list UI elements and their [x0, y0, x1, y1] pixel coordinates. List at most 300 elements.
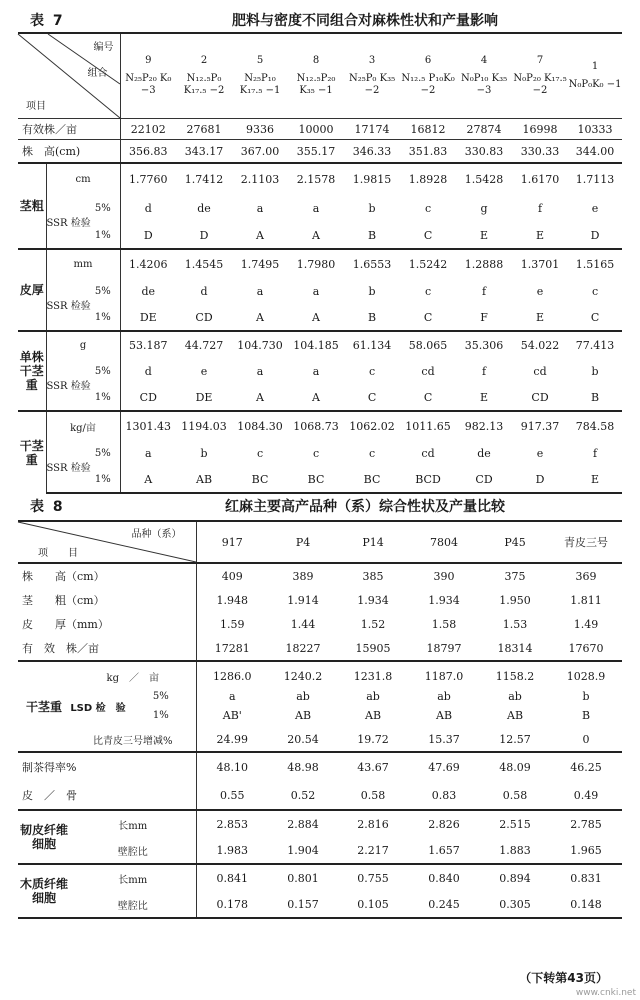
- table-cell: AB: [176, 466, 232, 493]
- table7-column-header: [288, 33, 344, 119]
- table-cell: 982.13: [456, 411, 512, 440]
- ssr-label: SSR 检验: [46, 217, 91, 229]
- table8-row: [18, 563, 622, 588]
- table-cell: BCD: [400, 466, 456, 493]
- table-cell: 1.883: [499, 843, 531, 857]
- table-cell: AB: [436, 708, 453, 722]
- column-number: 1: [591, 61, 599, 72]
- table-cell: a: [229, 690, 236, 703]
- table-cell: a: [256, 201, 264, 215]
- table-cell: 27681: [176, 119, 232, 140]
- column-variety: P14: [338, 521, 408, 563]
- ratio-label: 壁腔比: [70, 891, 196, 918]
- table-cell: BC: [232, 466, 288, 493]
- table-cell: 16998: [512, 119, 568, 140]
- table-cell: 2.816: [338, 810, 408, 837]
- table-cell: 2.217: [357, 843, 389, 857]
- group-label: 韧皮纤维细胞: [18, 810, 70, 864]
- table-cell: A: [256, 228, 264, 242]
- column-variety: P45: [480, 521, 550, 563]
- table-cell: 1062.02: [344, 411, 400, 440]
- table-cell: 0.840: [408, 864, 480, 891]
- table-cell: E: [480, 228, 489, 242]
- group-label: 木质纤维细胞: [18, 864, 70, 918]
- table-cell: 1.52: [360, 617, 386, 631]
- unit-label: g: [46, 331, 120, 358]
- table8-row-bark_bone: [18, 781, 622, 810]
- table7-row-dry_bark_yield-p1: [18, 466, 622, 493]
- table-cell: de: [477, 446, 491, 460]
- table-cell: a: [312, 284, 320, 298]
- p1-label: 1%: [126, 703, 196, 727]
- table8-corner: [18, 521, 196, 563]
- row-label: 株 高(cm): [18, 140, 120, 164]
- table8-title: 红麻主要高产品种（系）综合性状及产量比较: [225, 499, 505, 515]
- table7-row-bark_thickness-p5: [18, 278, 622, 304]
- p1-label: 1%: [86, 384, 120, 411]
- table8-number: 表 8: [30, 499, 65, 515]
- table-cell: f: [481, 284, 487, 298]
- table-cell: b: [368, 284, 376, 298]
- table8: [18, 520, 622, 919]
- table-cell: BC: [344, 466, 400, 493]
- p5-label: 5%: [86, 440, 120, 466]
- group-label: 茎粗: [18, 163, 46, 249]
- table-cell: 2.515: [480, 810, 550, 837]
- table-cell: B: [590, 390, 600, 404]
- table-cell: 0.52: [290, 788, 316, 802]
- table-cell: E: [480, 390, 489, 404]
- table-cell: a: [312, 201, 320, 215]
- table7-row-bark_thickness-p1: [18, 304, 622, 331]
- column-code: N₂₅P₁₀ K₁₇.₅ −1: [239, 73, 281, 96]
- table-cell: 344.00: [568, 140, 622, 164]
- column-number: 4: [480, 55, 488, 66]
- table-cell: b: [591, 364, 599, 378]
- row-label: 皮 ／ 骨: [18, 781, 196, 810]
- table-cell: 46.25: [550, 752, 622, 781]
- table-cell: ab: [296, 690, 310, 703]
- column-code: N₀P₀K₀ −1: [568, 79, 622, 90]
- table-cell: 1.58: [431, 617, 457, 631]
- table8-row-increase: [18, 727, 622, 752]
- table-cell: 330.83: [456, 140, 512, 164]
- table-cell: 0.58: [502, 788, 528, 802]
- table-cell: b: [582, 690, 590, 703]
- table-cell: 0.49: [573, 788, 599, 802]
- table-cell: B: [367, 310, 377, 324]
- table-cell: AB': [222, 708, 242, 722]
- table-cell: 369: [550, 563, 622, 588]
- p5-label: 5%: [86, 194, 120, 222]
- table-cell: 1.934: [428, 593, 460, 607]
- table-cell: 17281: [214, 641, 250, 655]
- column-number: 5: [256, 55, 264, 66]
- table-cell: a: [256, 364, 264, 378]
- column-variety: 7804: [408, 521, 480, 563]
- group-label: 干茎重: [18, 661, 70, 752]
- table-cell: 1.6553: [344, 249, 400, 278]
- table-cell: 35.306: [456, 331, 512, 358]
- table-cell: E: [536, 228, 545, 242]
- table-cell: 1.5165: [568, 249, 622, 278]
- p5-label: 5%: [86, 278, 120, 304]
- table-cell: DE: [139, 310, 157, 324]
- table-cell: 1.5242: [400, 249, 456, 278]
- table-cell: 48.10: [196, 752, 268, 781]
- column-variety: 青皮三号: [550, 521, 622, 563]
- table-cell: A: [312, 228, 320, 242]
- ssr-label: SSR 检验: [46, 300, 91, 312]
- column-code: N₁₂.₅ P₁₀K₀ −2: [401, 73, 455, 96]
- table-cell: CD: [456, 466, 512, 493]
- table8-row-dry-bark: [18, 661, 622, 690]
- table-cell: a: [145, 446, 152, 460]
- table-cell: 375: [480, 563, 550, 588]
- table7-row-stem_diameter-p5: [18, 194, 622, 222]
- table-cell: 1.2888: [456, 249, 512, 278]
- length-label: 长mm: [70, 864, 196, 891]
- table-cell: 1.983: [216, 843, 249, 857]
- table-cell: BC: [288, 466, 344, 493]
- table-cell: AB: [295, 708, 312, 722]
- table-cell: 10333: [568, 119, 622, 140]
- table-cell: AB: [365, 708, 382, 722]
- table-cell: C: [367, 390, 377, 404]
- column-number: 3: [368, 55, 376, 66]
- table-cell: 351.83: [400, 140, 456, 164]
- table-cell: 0.55: [220, 788, 245, 802]
- table8-row-dry-bark-p5: [18, 690, 622, 703]
- table-cell: 355.17: [288, 140, 344, 164]
- table-cell: 1194.03: [176, 411, 232, 440]
- table-cell: de: [197, 201, 211, 215]
- ssr-label: SSR 检验: [46, 440, 86, 493]
- table7-column-header: [120, 33, 176, 119]
- table-cell: 20.54: [287, 732, 319, 746]
- table-cell: a: [256, 284, 264, 298]
- table-cell: 343.17: [176, 140, 232, 164]
- table-cell: 0.894: [480, 864, 550, 891]
- continued-note: （下转第43页）: [519, 971, 608, 985]
- table-cell: 385: [338, 563, 408, 588]
- table-cell: 0.841: [196, 864, 268, 891]
- table-cell: 18797: [426, 641, 462, 655]
- table-cell: 1.49: [573, 617, 599, 631]
- table-cell: 0: [582, 732, 590, 746]
- group-label: 单株干茎重: [18, 331, 46, 411]
- table-cell: e: [536, 446, 544, 460]
- unit-label: mm: [46, 249, 120, 278]
- corner-label-variety: 品种（系）: [131, 529, 182, 540]
- table7-row-bark_thickness: [18, 249, 622, 278]
- table-cell: 1231.8: [338, 661, 408, 690]
- row-label: 制茶得率%: [18, 752, 196, 781]
- table7-column-header: [512, 33, 568, 119]
- table-cell: 22102: [120, 119, 176, 140]
- table-cell: 104.730: [232, 331, 288, 358]
- table-cell: A: [256, 390, 264, 404]
- table-cell: 47.69: [408, 752, 480, 781]
- table-cell: 0.831: [550, 864, 622, 891]
- table-cell: E: [536, 310, 545, 324]
- table7-column-header: [344, 33, 400, 119]
- table7-column-header: [232, 33, 288, 119]
- table-cell: 1.914: [287, 593, 319, 607]
- table-cell: 0.801: [268, 864, 338, 891]
- table-cell: b: [368, 201, 376, 215]
- group-label: 皮厚: [18, 249, 46, 331]
- table-cell: 104.185: [288, 331, 344, 358]
- column-code: N₁₂.₅P₀ K₁₇.₅ −2: [183, 73, 225, 96]
- length-label: 长mm: [70, 810, 196, 837]
- table-cell: 1.965: [570, 843, 602, 857]
- table-cell: 1301.43: [120, 411, 176, 440]
- column-code: N₁₂.₅P₂₀ K₃₅ −1: [296, 73, 336, 96]
- table-cell: E: [568, 466, 622, 493]
- table8-row: [18, 588, 622, 612]
- table7-row-plant_height: [18, 140, 622, 164]
- table-cell: C: [423, 228, 433, 242]
- unit-label: kg/亩: [46, 411, 120, 440]
- table-cell: 1.7113: [568, 163, 622, 194]
- table-cell: 1.6170: [512, 163, 568, 194]
- column-code: N₀P₂₀ K₁₇.₅ −2: [513, 73, 567, 96]
- table-cell: D: [512, 466, 568, 493]
- table-cell: c: [368, 364, 376, 378]
- group-label: 干茎重: [18, 411, 46, 493]
- table7-row-single_dry_bark-p5: [18, 358, 622, 384]
- table-cell: D: [143, 228, 153, 242]
- table8-row-bast_fiber-length: [18, 810, 622, 837]
- table-cell: 48.98: [268, 752, 338, 781]
- table7-row-single_dry_bark-p1: [18, 384, 622, 411]
- table-cell: 330.33: [512, 140, 568, 164]
- table-cell: c: [256, 446, 264, 460]
- table-cell: 43.67: [338, 752, 408, 781]
- table8-row: [18, 636, 622, 661]
- table-cell: 1.59: [220, 617, 245, 631]
- table-cell: A: [120, 466, 176, 493]
- column-code: N₂₅P₀ K₃₅ −2: [348, 73, 396, 96]
- table7-column-header: [400, 33, 456, 119]
- table-cell: 917.37: [512, 411, 568, 440]
- table-cell: cd: [533, 364, 547, 378]
- table-cell: 1.934: [357, 593, 389, 607]
- p1-label: 1%: [86, 466, 120, 493]
- p1-label: 1%: [86, 304, 120, 331]
- table7-row-stem_diameter: [18, 163, 622, 194]
- table-cell: cd: [421, 446, 435, 460]
- table-cell: 1.3701: [512, 249, 568, 278]
- table-cell: 18314: [497, 641, 533, 655]
- table7-header-row: [18, 33, 622, 119]
- p5-label: 5%: [126, 690, 196, 703]
- table7-row-single_dry_bark: [18, 331, 622, 358]
- table-cell: 1158.2: [480, 661, 550, 690]
- table-cell: 10000: [288, 119, 344, 140]
- table-cell: DE: [195, 390, 213, 404]
- table-cell: A: [312, 310, 320, 324]
- table-cell: 1068.73: [288, 411, 344, 440]
- unit-label: cm: [46, 163, 120, 194]
- column-number: 7: [536, 55, 544, 66]
- table-cell: 44.727: [176, 331, 232, 358]
- table-cell: 389: [268, 563, 338, 588]
- column-code: N₀P₁₀ K₃₅ −3: [460, 73, 508, 96]
- table-cell: 0.755: [338, 864, 408, 891]
- table-cell: 1.7495: [232, 249, 288, 278]
- table-cell: 15905: [355, 641, 391, 655]
- table-cell: 1.9815: [344, 163, 400, 194]
- table-cell: 1.4206: [120, 249, 176, 278]
- table-cell: 2.853: [196, 810, 268, 837]
- table-cell: c: [591, 284, 599, 298]
- table7-heading: [0, 6, 640, 28]
- table-cell: 1.811: [570, 593, 602, 607]
- column-number: 6: [424, 55, 432, 66]
- table-cell: 1.44: [290, 617, 316, 631]
- unit-label: kg ／ 亩: [70, 661, 196, 690]
- table-cell: e: [536, 284, 544, 298]
- table-cell: 1.657: [428, 843, 460, 857]
- row-label: 株 高（cm）: [18, 563, 196, 588]
- table-cell: c: [312, 446, 320, 460]
- ssr-label: SSR 检验: [46, 380, 91, 392]
- table-cell: 9336: [232, 119, 288, 140]
- table-cell: AB: [507, 708, 524, 722]
- table-cell: A: [312, 390, 320, 404]
- corner-label-item: 项 目: [38, 548, 78, 559]
- corner-label-combination: 组合: [87, 68, 108, 79]
- table-cell: e: [200, 364, 208, 378]
- table-cell: 367.00: [232, 140, 288, 164]
- table-cell: 12.57: [499, 732, 531, 746]
- row-label: 有 效 株／亩: [18, 636, 196, 661]
- table-cell: 1.7760: [120, 163, 176, 194]
- table-cell: 0.148: [550, 891, 622, 918]
- table-cell: 1.904: [287, 843, 319, 857]
- table-cell: CD: [531, 390, 549, 404]
- table-cell: 1011.65: [400, 411, 456, 440]
- table7: [18, 32, 622, 494]
- row-label: 有效株／亩: [18, 119, 120, 140]
- table-cell: b: [200, 446, 208, 460]
- table-cell: 1.4545: [176, 249, 232, 278]
- watermark: www.cnki.net: [575, 988, 636, 998]
- table7-column-header: [176, 33, 232, 119]
- table-cell: C: [423, 310, 433, 324]
- table-cell: ab: [508, 690, 522, 703]
- table-cell: 1.7412: [176, 163, 232, 194]
- table8-row-retting: [18, 752, 622, 781]
- table7-number: 表 7: [30, 13, 65, 29]
- table8-row: [18, 612, 622, 636]
- table-cell: 18227: [285, 641, 321, 655]
- table-cell: 19.72: [357, 732, 389, 746]
- row-label: 茎 粗（cm）: [18, 588, 196, 612]
- table-cell: f: [537, 201, 543, 215]
- table-cell: 27874: [456, 119, 512, 140]
- table-cell: 1028.9: [550, 661, 622, 690]
- table-cell: a: [312, 364, 320, 378]
- table7-column-header: [568, 33, 622, 119]
- lsd-label: LSD 检 验: [70, 702, 126, 714]
- table-cell: 1.948: [216, 593, 249, 607]
- column-variety: P4: [268, 521, 338, 563]
- table-cell: 17174: [344, 119, 400, 140]
- table-cell: 17670: [568, 641, 604, 655]
- column-number: 2: [200, 55, 208, 66]
- table-cell: CD: [195, 310, 213, 324]
- table-cell: ab: [366, 690, 380, 703]
- table-cell: c: [368, 446, 376, 460]
- table-cell: 346.33: [344, 140, 400, 164]
- table7-row-dry_bark_yield: [18, 411, 622, 440]
- table-cell: 2.1578: [288, 163, 344, 194]
- table-cell: 58.065: [400, 331, 456, 358]
- table-cell: 1.950: [499, 593, 531, 607]
- table-cell: d: [144, 201, 152, 215]
- table-cell: 1.8928: [400, 163, 456, 194]
- p1-label: 1%: [86, 222, 120, 249]
- table-cell: f: [481, 364, 487, 378]
- table-cell: A: [256, 310, 264, 324]
- table-cell: d: [144, 364, 152, 378]
- table-cell: 1187.0: [408, 661, 480, 690]
- table-cell: 0.58: [360, 788, 386, 802]
- table-cell: 0.245: [408, 891, 480, 918]
- table-cell: D: [199, 228, 209, 242]
- table-cell: 2.884: [268, 810, 338, 837]
- table-cell: ab: [437, 690, 451, 703]
- table-cell: 2.785: [550, 810, 622, 837]
- table-cell: g: [480, 201, 488, 215]
- table-cell: c: [424, 284, 432, 298]
- table-cell: 77.413: [568, 331, 622, 358]
- table7-column-header: [456, 33, 512, 119]
- table-cell: 53.187: [120, 331, 176, 358]
- table-cell: cd: [421, 364, 435, 378]
- p5-label: 5%: [86, 358, 120, 384]
- table-cell: CD: [139, 390, 157, 404]
- table8-row-wood_fiber-length: [18, 864, 622, 891]
- table7-row-effective_plants: [18, 119, 622, 140]
- table-cell: 48.09: [480, 752, 550, 781]
- increase-label: 比青皮三号增减%: [70, 727, 196, 752]
- table-cell: B: [581, 708, 591, 722]
- table8-row-wood_fiber-ratio: [18, 891, 622, 918]
- table-cell: C: [590, 310, 600, 324]
- table-cell: 784.58: [568, 411, 622, 440]
- table-cell: f: [592, 446, 598, 460]
- row-label: 皮 厚（mm）: [18, 612, 196, 636]
- column-number: 8: [312, 55, 320, 66]
- table-cell: 1240.2: [268, 661, 338, 690]
- table-cell: 1084.30: [232, 411, 288, 440]
- table7-corner: [18, 33, 120, 119]
- table-cell: 2.1103: [232, 163, 288, 194]
- table-cell: 1.7980: [288, 249, 344, 278]
- table7-row-stem_diameter-p1: [18, 222, 622, 249]
- table-cell: e: [591, 201, 599, 215]
- table-cell: 1.53: [502, 617, 528, 631]
- table-cell: 0.105: [338, 891, 408, 918]
- table-cell: 15.37: [428, 732, 460, 746]
- table8-header-row: [18, 521, 622, 563]
- table-cell: 1.5428: [456, 163, 512, 194]
- column-variety: 917: [196, 521, 268, 563]
